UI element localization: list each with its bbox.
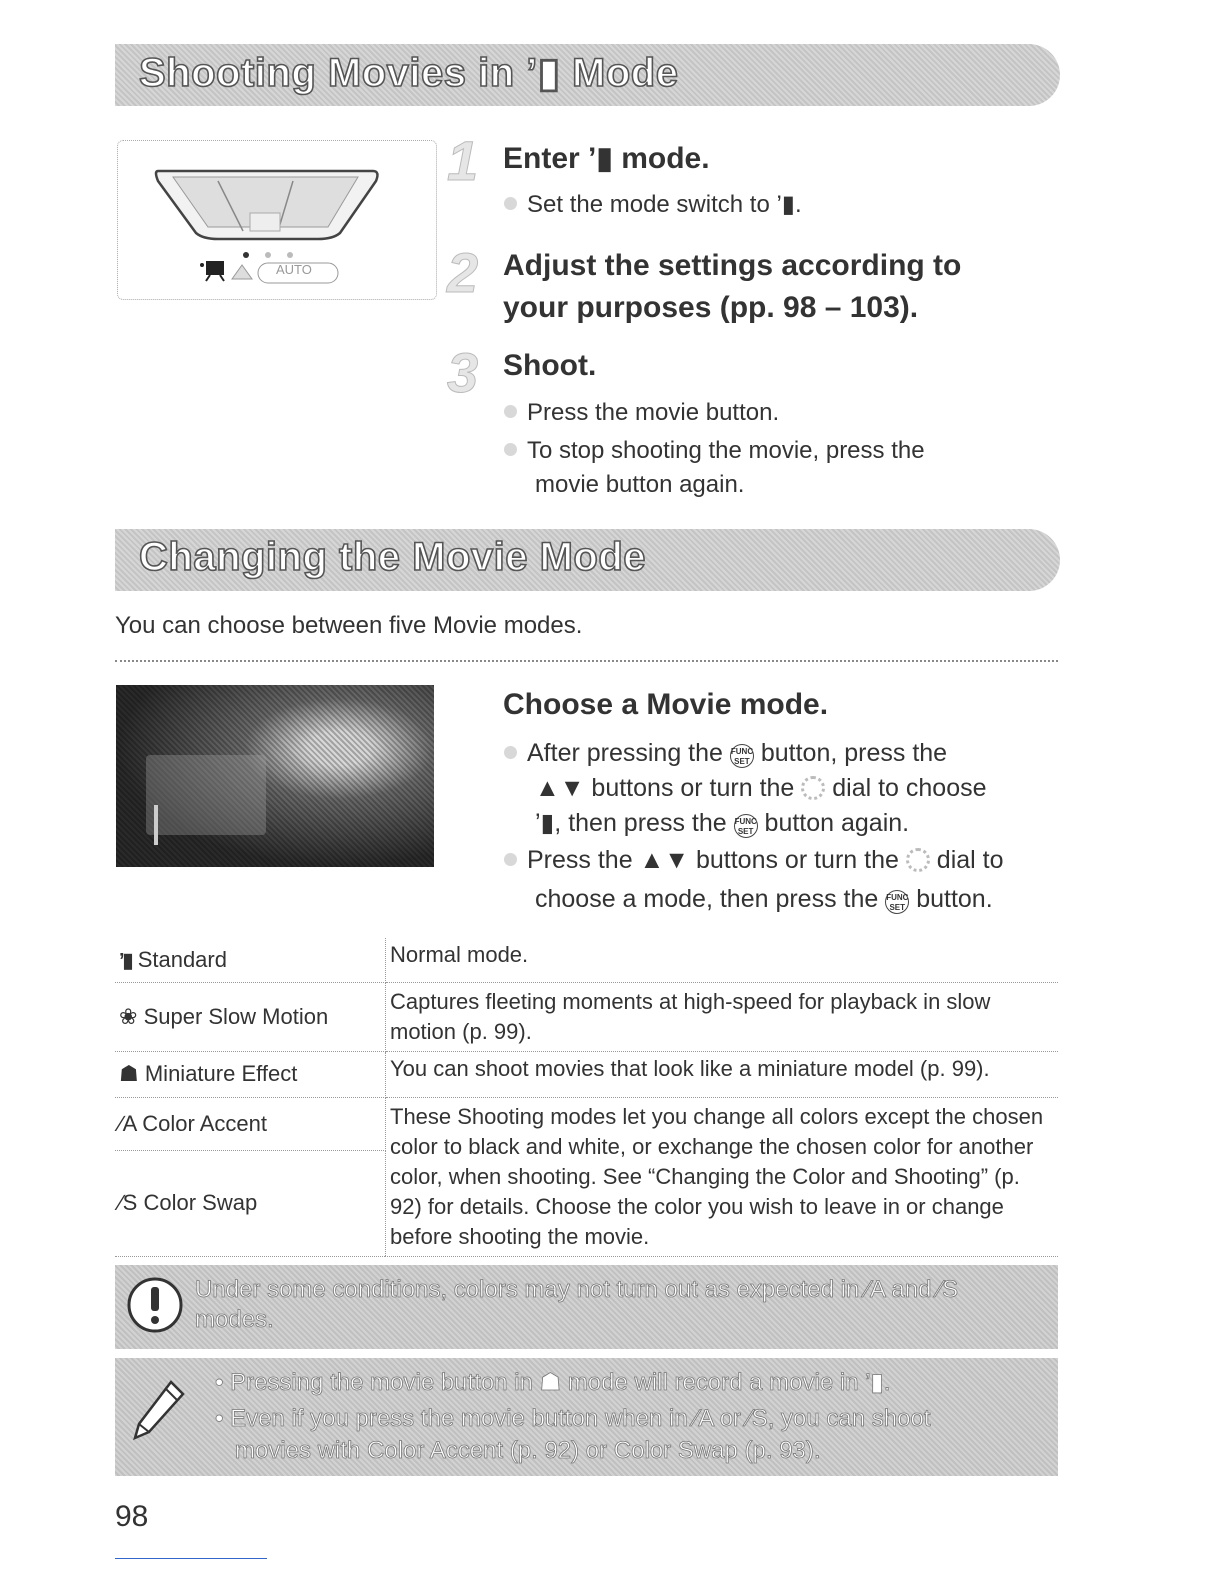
mode-description: Normal mode.: [386, 938, 1059, 982]
section-title: Shooting Movies in ’▮ Mode: [139, 51, 679, 95]
mode-name: Standard: [137, 946, 227, 972]
mode-description: You can shoot movies that look like a miniature model (p. 99).: [386, 1051, 1059, 1097]
section-title: Changing the Movie Mode: [139, 535, 647, 579]
choose-mode-title: Choose a Movie mode.: [503, 688, 829, 721]
choose-bullet-1-line-3: ’▮, then press the FUNC SET button again.: [535, 809, 910, 837]
bullet-dot-icon: [504, 405, 517, 418]
page-number: 98: [115, 1500, 149, 1533]
step-1-bullet: Set the mode switch to ’▮.: [504, 188, 802, 222]
mode-name: Super Slow Motion: [143, 1003, 329, 1029]
mode-description: These Shooting modes let you change all colors except the chosen color to black and white, or exchange the chosen color for another color, when shooting. See “Changing the Color and Shooting” (p. 92) for details. Choose the color you wish to leave in or change before shooting the movie.: [386, 1097, 1059, 1256]
control-dial-icon: [801, 776, 825, 800]
miniature-effect-icon: ☗: [119, 1061, 139, 1086]
func-set-button-icon: FUNC SET: [734, 814, 758, 838]
choose-bullet-1-line-2: ▲▼ buttons or turn the dial to choose: [535, 774, 987, 802]
divider: [115, 660, 1058, 662]
func-set-button-icon: FUNC SET: [730, 744, 754, 768]
caution-text-line2: modes.: [195, 1306, 274, 1333]
step-3-bullet-2: To stop shooting the movie, press the: [504, 434, 925, 468]
choose-bullet-2-line-2: choose a mode, then press the FUNC SET button.: [535, 885, 993, 913]
mode-description: Captures fleeting moments at high-speed for playback in slow motion (p. 99).: [386, 982, 1059, 1051]
step-1-title: Enter ’▮ mode.: [503, 142, 710, 175]
table-row: [115, 938, 1058, 982]
choose-bullet-1-line-1: After pressing the FUNC SET button, press the: [504, 736, 947, 770]
step-3-bullet-1: Press the movie button.: [504, 396, 779, 430]
step-2-title-line2: your purposes (pp. 98 – 103).: [503, 291, 919, 324]
step-3-title: Shoot.: [503, 349, 597, 382]
pencil-icon: [129, 1376, 189, 1446]
standard-movie-icon: ’▮: [119, 949, 132, 972]
movie-modes-table: [115, 938, 1058, 1257]
color-swap-icon: ∕S: [119, 1190, 138, 1215]
table-row: [115, 982, 1058, 1051]
step-3-number: 3: [447, 341, 479, 404]
step-2-number: 2: [447, 241, 479, 304]
section-banner-shooting-movies: [115, 44, 1060, 106]
step-1-number: 1: [447, 129, 479, 192]
mode-name: Color Swap: [143, 1190, 258, 1215]
memo-box: [115, 1358, 1058, 1476]
page-footer-line: [115, 1558, 267, 1559]
caution-text-line1: Under some conditions, colors may not turn out as expected in ∕A and ∕S: [195, 1276, 959, 1303]
super-slow-motion-icon: ❀: [119, 1003, 138, 1029]
func-set-button-icon: FUNC SET: [885, 890, 909, 914]
choose-bullet-2-line-1: Press the ▲▼ buttons or turn the dial to: [504, 843, 1004, 877]
bullet-dot-icon: [504, 197, 517, 210]
table-row: [115, 1051, 1058, 1097]
bullet-dot-icon: [504, 853, 517, 866]
step-2-title-line1: Adjust the settings according to: [503, 249, 962, 282]
memo-text-line1: • Pressing the movie button in ☗ mode will record a movie in ’▮.: [215, 1369, 891, 1396]
section-banner-changing-movie-mode: [115, 529, 1060, 591]
auto-label: AUTO: [276, 262, 312, 277]
camera-screen-image: [116, 685, 434, 867]
memo-text-line2: • Even if you press the movie button when in ∕A or ∕S, you can shoot: [215, 1405, 931, 1432]
mode-name: Color Accent: [142, 1110, 267, 1136]
bullet-dot-icon: [504, 443, 517, 456]
mode-switch-illustration: [117, 140, 437, 300]
control-dial-icon: [906, 848, 930, 872]
step-3-bullet-2-cont: movie button again.: [535, 471, 745, 498]
menu-overlay: [146, 755, 266, 835]
color-accent-icon: ∕A: [119, 1110, 137, 1136]
caution-box: [115, 1265, 1058, 1349]
section-intro: You can choose between five Movie modes.: [115, 612, 583, 639]
bullet-dot-icon: [504, 746, 517, 759]
memo-text-line3: movies with Color Accent (p. 92) or Color Swap (p. 93).: [235, 1437, 821, 1464]
table-row: [115, 1097, 1058, 1150]
caution-icon: [125, 1275, 185, 1335]
mode-name: Miniature Effect: [144, 1061, 298, 1086]
